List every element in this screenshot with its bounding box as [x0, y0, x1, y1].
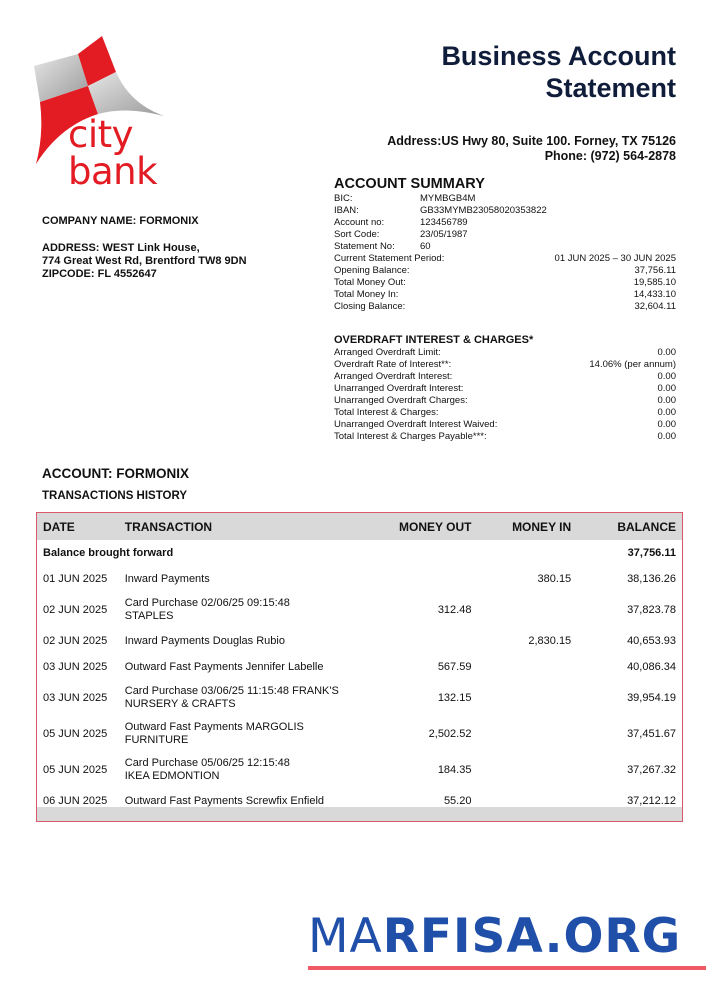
balance-brought-forward-row	[37, 540, 682, 566]
tx-money-out: 184.35	[437, 763, 472, 776]
column-header-money-in: MONEY IN	[512, 519, 572, 534]
tx-balance: 40,086.34	[627, 660, 676, 673]
tx-date: 03 JUN 2025	[43, 691, 108, 704]
overdraft-row: Total Interest & Charges: 0.00	[334, 407, 676, 418]
tx-money-out: 567.59	[437, 660, 472, 673]
bank-phone: Phone: (972) 564-2878	[544, 149, 676, 163]
tx-balance: 37,212.12	[627, 794, 676, 807]
title-line-1: Business Account	[441, 41, 676, 71]
tx-balance: 37,267.32	[627, 763, 676, 776]
tx-description: Card Purchase 02/06/25 09:15:48 STAPLES	[124, 597, 290, 622]
overdraft-row: Unarranged Overdraft Charges: 0.00	[334, 395, 676, 406]
summary-field: BIC: MYMBGB4M	[334, 193, 476, 204]
summary-field: IBAN: GB33MYMB23058020353822	[334, 205, 547, 216]
tx-balance: 40,653.93	[627, 634, 676, 647]
tx-money-out: 132.15	[437, 691, 472, 704]
bank-address: Address:US Hwy 80, Suite 100. Forney, TX 75126	[387, 134, 676, 148]
tx-balance: 37,823.78	[627, 603, 676, 616]
summary-field: Account no: 123456789	[334, 217, 468, 228]
table-row	[37, 592, 682, 628]
summary-total: Total Money Out: 19,585.10	[334, 277, 676, 288]
tx-description: Inward Payments	[124, 572, 210, 585]
column-header-date: DATE	[43, 519, 75, 534]
table-row	[37, 654, 682, 680]
tx-date: 02 JUN 2025	[43, 634, 108, 647]
summary-total: Opening Balance: 37,756.11	[334, 265, 676, 276]
tx-date: 05 JUN 2025	[43, 763, 108, 776]
tx-money-out: 2,502.52	[428, 727, 472, 740]
overdraft-section	[334, 334, 676, 443]
tx-balance: 39,954.19	[627, 691, 676, 704]
summary-total: Current Statement Period: 01 JUN 2025 – 30 JUN 2025	[334, 253, 676, 264]
tx-date: 02 JUN 2025	[43, 603, 108, 616]
table-footer-bar	[37, 807, 682, 821]
tx-money-out: 312.48	[437, 603, 472, 616]
company-address-line-1: ADDRESS: WEST Link House,	[42, 242, 200, 254]
overdraft-row: Arranged Overdraft Limit: 0.00	[334, 347, 676, 358]
city-bank-logo	[30, 34, 230, 193]
tx-balance: 37,451.67	[627, 727, 676, 740]
overdraft-row: Unarranged Overdraft Interest: 0.00	[334, 383, 676, 394]
transactions-table	[36, 512, 683, 822]
brought-forward-label: Balance brought forward	[43, 546, 174, 559]
overdraft-row: Total Interest & Charges Payable***: 0.00	[334, 431, 676, 442]
column-header-transaction: TRANSACTION	[124, 519, 213, 534]
tx-description: Card Purchase 03/06/25 11:15:48 FRANK'S NURSERY & CRAFTS	[124, 685, 339, 710]
tx-money-in	[477, 592, 577, 628]
tx-description: Outward Fast Payments Screwfix Enfield	[124, 794, 325, 807]
tx-description: Outward Fast Payments Jennifer Labelle	[124, 660, 324, 673]
watermark-underline	[308, 966, 706, 970]
tx-date: 05 JUN 2025	[43, 727, 108, 740]
tx-money-in	[477, 752, 577, 788]
tx-date: 01 JUN 2025	[43, 572, 108, 585]
tx-description: Outward Fast Payments MARGOLIS FURNITURE	[124, 721, 304, 746]
tx-money-out	[358, 628, 478, 654]
company-details	[42, 215, 247, 281]
overdraft-title: OVERDRAFT INTEREST & CHARGES*	[334, 334, 534, 346]
transactions-history-heading: TRANSACTIONS HISTORY	[42, 490, 188, 502]
company-name: COMPANY NAME: FORMONIX	[42, 215, 199, 227]
table-row	[37, 680, 682, 716]
table-row	[37, 752, 682, 788]
summary-field: Sort Code: 23/05/1987	[334, 229, 468, 240]
tx-date: 03 JUN 2025	[43, 660, 108, 673]
table-row	[37, 716, 682, 752]
table-header-row	[37, 513, 682, 540]
account-heading: ACCOUNT: FORMONIX	[42, 466, 189, 481]
tx-money-in	[477, 654, 577, 680]
tx-balance: 38,136.26	[627, 572, 676, 585]
overdraft-row: Overdraft Rate of Interest**: 14.06% (per annum)	[334, 359, 676, 370]
tx-money-in	[477, 716, 577, 752]
summary-total: Closing Balance: 32,604.11	[334, 301, 676, 312]
tx-money-out: 55.20	[443, 794, 472, 807]
company-address-line-2: 774 Great West Rd, Brentford TW8 9DN	[42, 255, 247, 267]
tx-description: Inward Payments Douglas Rubio	[124, 634, 285, 647]
watermark-text: MARFISA.ORG	[308, 909, 682, 964]
company-zipcode: ZIPCODE: FL 4552647	[42, 268, 157, 280]
table-row	[37, 566, 682, 592]
table-row	[37, 628, 682, 654]
column-header-money-out: MONEY OUT	[399, 519, 472, 534]
bank-name: city bank	[68, 113, 158, 193]
tx-money-out	[358, 566, 478, 592]
account-summary	[334, 176, 676, 313]
summary-field: Statement No: 60	[334, 241, 431, 252]
tx-money-in: 2,830.15	[528, 634, 572, 647]
title-line-2: Statement	[545, 73, 676, 103]
marfisa-watermark	[308, 909, 708, 970]
column-header-balance: BALANCE	[617, 519, 676, 534]
tx-money-in	[477, 680, 577, 716]
tx-date: 06 JUN 2025	[43, 794, 108, 807]
overdraft-row: Unarranged Overdraft Interest Waived: 0.00	[334, 419, 676, 430]
summary-total: Total Money In: 14,433.10	[334, 289, 676, 300]
tx-money-in: 380.15	[537, 572, 572, 585]
account-summary-title: ACCOUNT SUMMARY	[334, 176, 485, 192]
statement-title	[441, 40, 676, 104]
bank-contact	[387, 134, 676, 164]
tx-description: Card Purchase 05/06/25 12:15:48 IKEA EDMONTION	[124, 757, 290, 782]
overdraft-row: Arranged Overdraft Interest: 0.00	[334, 371, 676, 382]
brought-forward-balance: 37,756.11	[627, 546, 676, 559]
